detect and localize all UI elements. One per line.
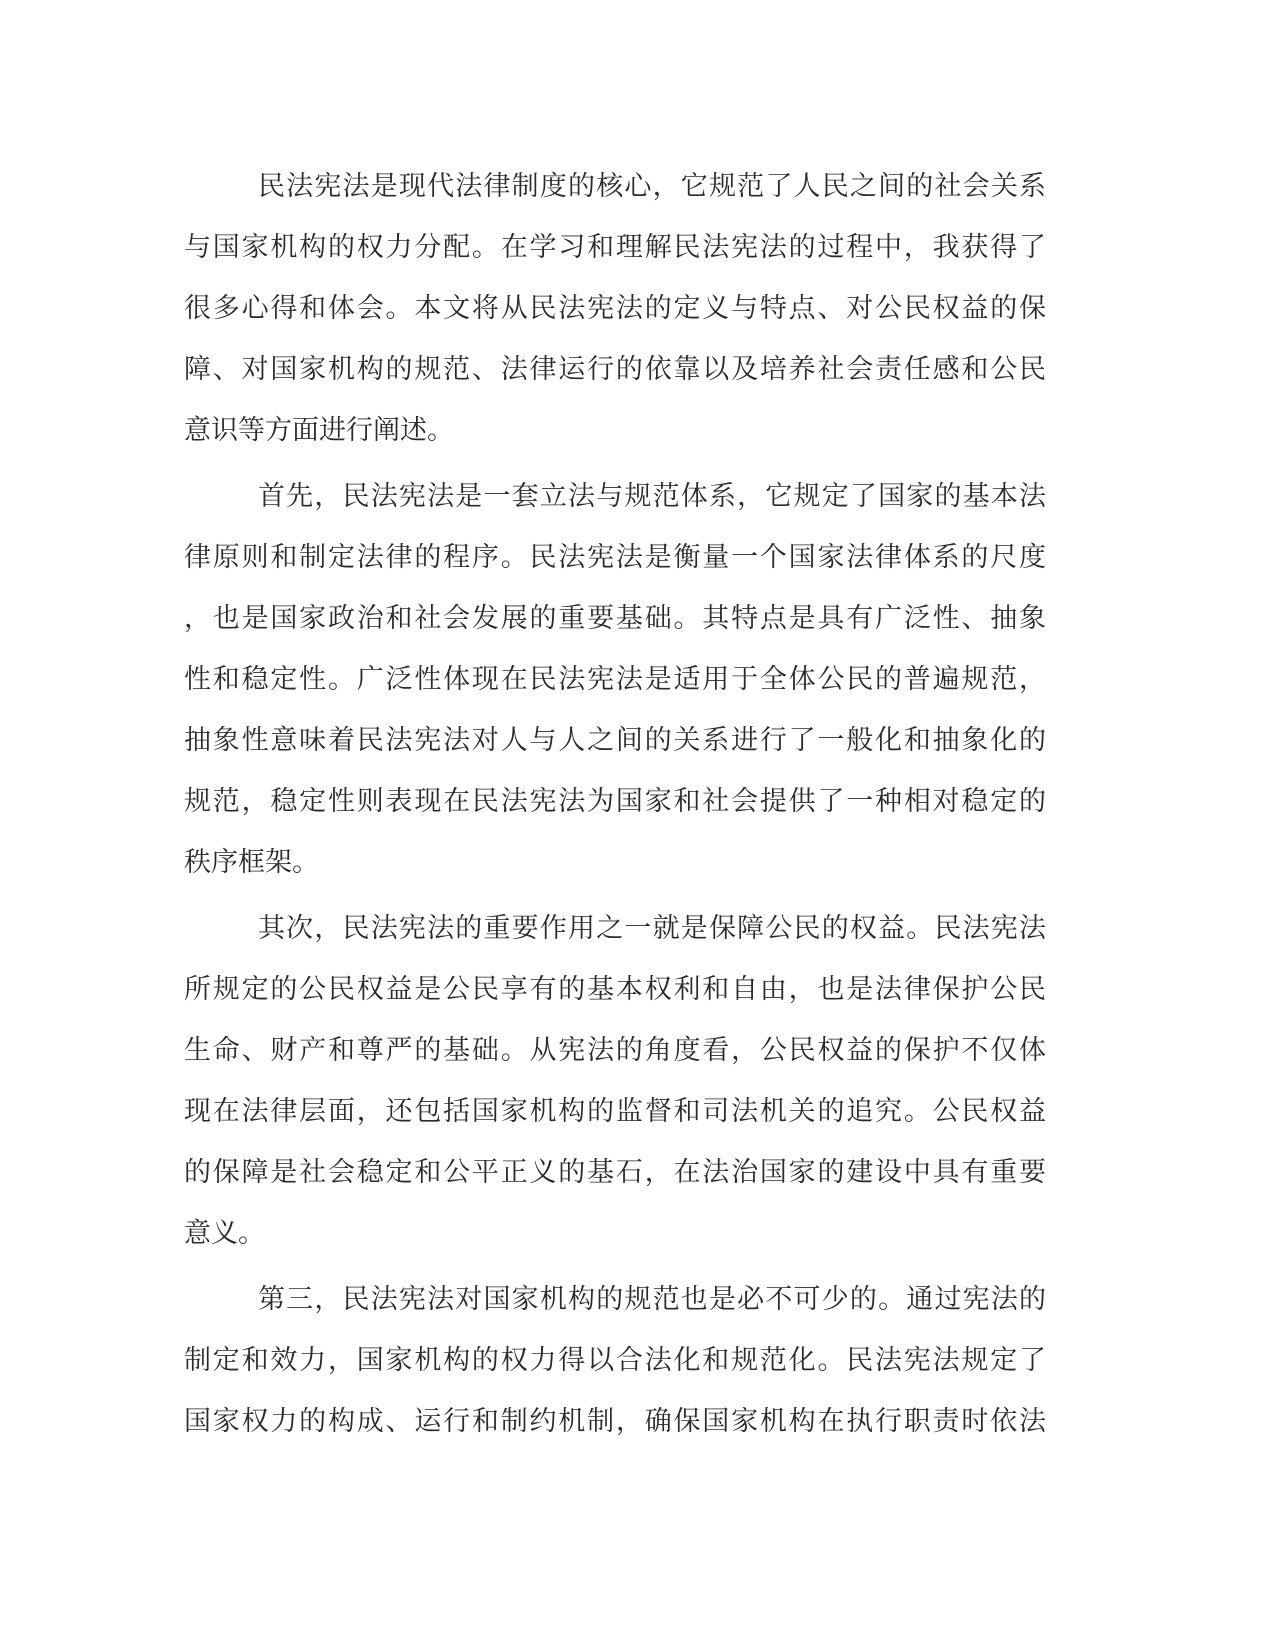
text-line: 抽象性意味着民法宪法对人与人之间的关系进行了一般化和抽象化的 xyxy=(184,725,1046,756)
text-line: 国家权力的构成、运行和制约机制，确保国家机构在执行职责时依法 xyxy=(184,1406,1046,1437)
text-line: 其次，民法宪法的重要作用之一就是保障公民的权益。民法宪法 xyxy=(258,913,1046,944)
text-line: 意识等方面进行阐述。 xyxy=(184,415,454,446)
text-line: 很多心得和体会。本文将从民法宪法的定义与特点、对公民权益的保 xyxy=(184,293,1046,324)
paragraph-4 xyxy=(184,1269,1046,1452)
paragraph-2 xyxy=(184,466,1046,893)
text-line: 的保障是社会稳定和公平正义的基石，在法治国家的建设中具有重要 xyxy=(184,1157,1046,1188)
text-line: 律原则和制定法律的程序。民法宪法是衡量一个国家法律体系的尺度 xyxy=(184,542,1046,573)
text-line: 制定和效力，国家机构的权力得以合法化和规范化。民法宪法规定了 xyxy=(184,1345,1046,1376)
text-line: 与国家机构的权力分配。在学习和理解民法宪法的过程中，我获得了 xyxy=(184,232,1046,263)
text-line: ，也是国家政治和社会发展的重要基础。其特点是具有广泛性、抽象 xyxy=(184,603,1046,634)
text-line: 规范，稳定性则表现在民法宪法为国家和社会提供了一种相对稳定的 xyxy=(184,786,1046,817)
text-line: 第三，民法宪法对国家机构的规范也是必不可少的。通过宪法的 xyxy=(258,1284,1046,1315)
paragraph-3 xyxy=(184,898,1046,1264)
text-line: 民法宪法是现代法律制度的核心，它规范了人民之间的社会关系 xyxy=(258,171,1046,202)
text-line: 性和稳定性。广泛性体现在民法宪法是适用于全体公民的普遍规范， xyxy=(184,664,1046,695)
text-line: 生命、财产和尊严的基础。从宪法的角度看，公民权益的保护不仅体 xyxy=(184,1035,1046,1066)
paragraph-1 xyxy=(184,156,1046,461)
text-line: 首先，民法宪法是一套立法与规范体系，它规定了国家的基本法 xyxy=(258,481,1046,512)
text-line: 意义。 xyxy=(184,1218,265,1249)
text-line: 所规定的公民权益是公民享有的基本权利和自由，也是法律保护公民 xyxy=(184,974,1046,1005)
text-line: 现在法律层面，还包括国家机构的监督和司法机关的追究。公民权益 xyxy=(184,1096,1046,1127)
text-line: 秩序框架。 xyxy=(184,847,319,878)
document-body xyxy=(184,156,1046,1452)
text-line: 障、对国家机构的规范、法律运行的依靠以及培养社会责任感和公民 xyxy=(184,354,1046,385)
